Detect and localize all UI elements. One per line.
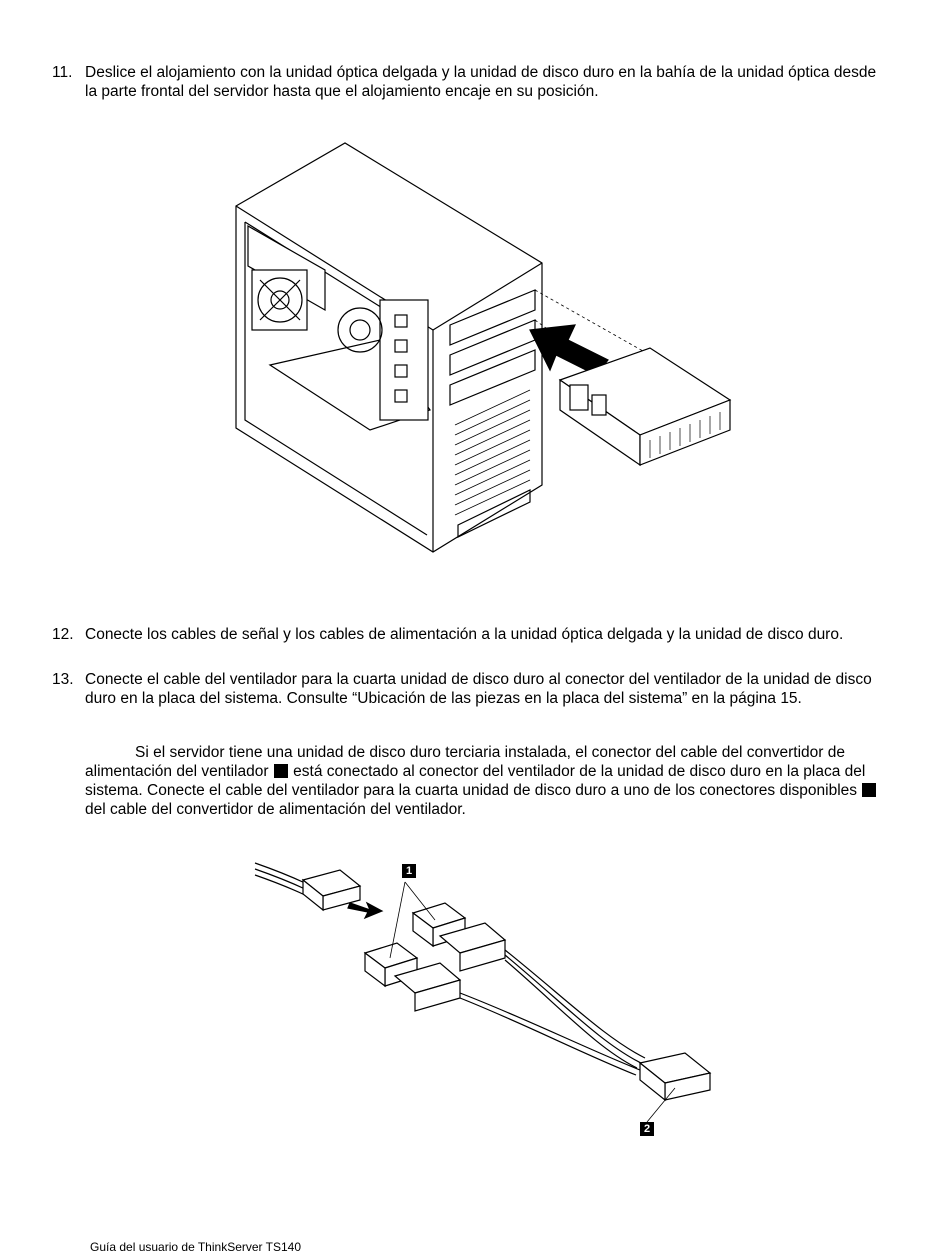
- tower-server-illustration: [230, 140, 740, 560]
- note-paragraph: [85, 743, 885, 819]
- step-11: [52, 63, 882, 101]
- step-text: Deslice el alojamiento con la unidad óptica delgada y la unidad de disco duro en la bahía de la unidad óptica desde la parte frontal del servidor hasta que el alojamiento encaje en su posición.: [85, 64, 877, 100]
- step-text: Conecte los cables de señal y los cables de alimentación a la unidad óptica delgada y la unidad de disco duro.: [85, 626, 844, 643]
- step-12: [52, 625, 882, 644]
- step-number: 12.: [52, 626, 74, 643]
- note-text-3: del cable del convertidor de alimentación del ventilador.: [85, 801, 466, 818]
- note-text-1: Si el servidor tiene una unidad de disco duro terciaria instalada, el conector del cable del convertidor de alimentación del ventilador: [85, 744, 845, 780]
- callout-label-1: 1: [402, 864, 416, 878]
- step-number: 13.: [52, 671, 74, 688]
- step-text: Conecte el cable del ventilador para la cuarta unidad de disco duro al conector del ventilador de la unidad de disco duro en la placa del sistema. Consulte “Ubicación de las piezas en la placa del sistema” en la página 15.: [85, 671, 872, 707]
- step-number: 11.: [52, 64, 73, 81]
- step-13: [52, 670, 882, 708]
- page-footer: Guía del usuario de ThinkServer TS140: [90, 1240, 302, 1254]
- note-text-2: está conectado al conector del ventilador de la unidad de disco duro en la placa del sistema. Conecte el cable del ventilador para la cuarta unidad de disco duro a uno de los conectores disponibles: [85, 763, 866, 799]
- callout-label-2: 2: [640, 1122, 654, 1136]
- callout-marker-2: [274, 764, 288, 778]
- callout-marker-1: [862, 783, 876, 797]
- fan-power-converter-cable-illustration: [245, 858, 725, 1143]
